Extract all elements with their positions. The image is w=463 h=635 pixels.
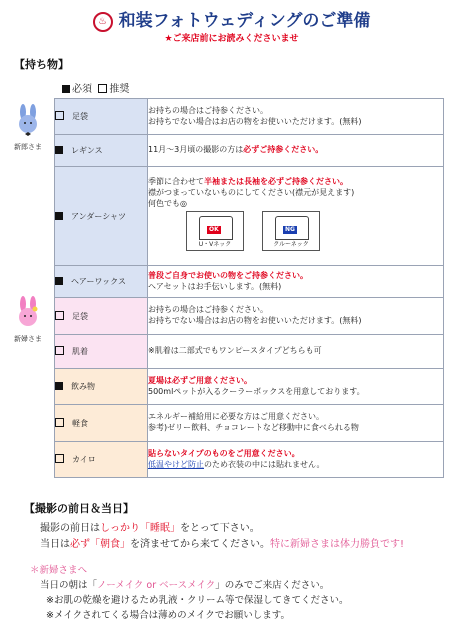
groom-bunny-icon [15,104,41,138]
bride-note-heading: ＊新婦さまへ [30,565,88,576]
item-label: 足袋 [55,99,148,135]
item-description: 普段ご自身でお使いの物をご持参ください。 ヘアセットはお手伝いします。(無料) [148,266,444,298]
recommended-square-icon [55,418,64,427]
table-row [55,442,444,478]
groom-figure [8,104,48,152]
item-label: レギンス [55,135,148,167]
items-table [54,98,444,478]
item-description: 貼らないタイプのものをご用意ください。 低温やけど防止のため衣装の中には貼れません。 [148,442,444,478]
ok-shirt-illustration: OK U・Vネック [186,211,244,251]
table-row [55,335,444,369]
page-title: ♨ 和装フォトウェディングのご準備 [0,6,463,32]
table-row [55,405,444,442]
item-description: ※肌着は二部式でもワンピースタイプどちらも可 [148,335,444,369]
section-items-heading: 【持ち物】 [14,58,69,71]
item-label: カイロ [55,442,148,478]
required-square-icon [55,382,63,390]
item-label: 足袋 [55,298,148,335]
section-day-heading: 【撮影の前日＆当日】 [24,502,134,515]
recommended-square-icon [55,311,64,320]
table-row [55,298,444,335]
ng-shirt-illustration: NG クルーネック [262,211,320,251]
table-row [55,135,444,167]
bride-bunny-icon [15,296,41,330]
item-description: 夏場は必ずご用意ください。 500mlペットが入るクーラーボックスを用意しております。 [148,369,444,405]
required-square-icon [55,146,63,154]
required-square-icon [62,85,70,93]
item-label: 飲み物 [55,369,148,405]
item-label: 肌着 [55,335,148,369]
item-description: 季節に合わせて半袖または長袖を必ずご持参ください。 襟がつまっていないものにしてください(襟元が見えます) 何色でも◎ OK U・Vネック NG クルーネック [148,167,444,266]
recommended-square-icon [55,111,64,120]
item-description: お持ちの場合はご持参ください。 お持ちでない場合はお店の物をお使いいただけます。(無料) [148,298,444,335]
flame-icon: ♨ [93,12,113,32]
legend: 必須 推奨 [62,80,129,95]
item-description: 11月～3月頃の撮影の方は必ずご持参ください。 [148,135,444,167]
recommended-square-icon [98,84,107,93]
table-row [55,369,444,405]
table-row [55,266,444,298]
item-description: エネルギー補給用に必要な方はご用意ください。 参考)ゼリー飲料、チョコレートなど移動中に食べられる物 [148,405,444,442]
item-label: 軽食 [55,405,148,442]
recommended-square-icon [55,454,64,463]
required-square-icon [55,277,63,285]
bride-note-body: 当日の朝は「ノーメイク or ベースメイク」のみでご来店ください。 ※お肌の乾燥を避けるため乳液・クリーム等で保湿してきてください。 ※メイクされてくる場合は薄めのメイクでお願いします。 [40,580,349,621]
item-label: ヘアーワックス [55,266,148,298]
item-label: アンダーシャツ [55,167,148,266]
day-instructions: 撮影の前日はしっかり「睡眠」をとって下さい。 当日は必ず「朝食」を済ませてから来てください。特に新婦さまは体力勝負です! [40,523,405,550]
bride-figure [8,296,48,344]
bride-label: 新婦さま [14,335,42,343]
groom-label: 新郎さま [14,143,42,151]
table-row [55,167,444,266]
required-square-icon [55,212,63,220]
table-row [55,99,444,135]
item-description: お持ちの場合はご持参ください。 お持ちでない場合はお店の物をお使いいただけます。(無料) [148,99,444,135]
recommended-square-icon [55,346,64,355]
page-subtitle: ★ご来店前にお読みくださいませ [164,34,299,44]
